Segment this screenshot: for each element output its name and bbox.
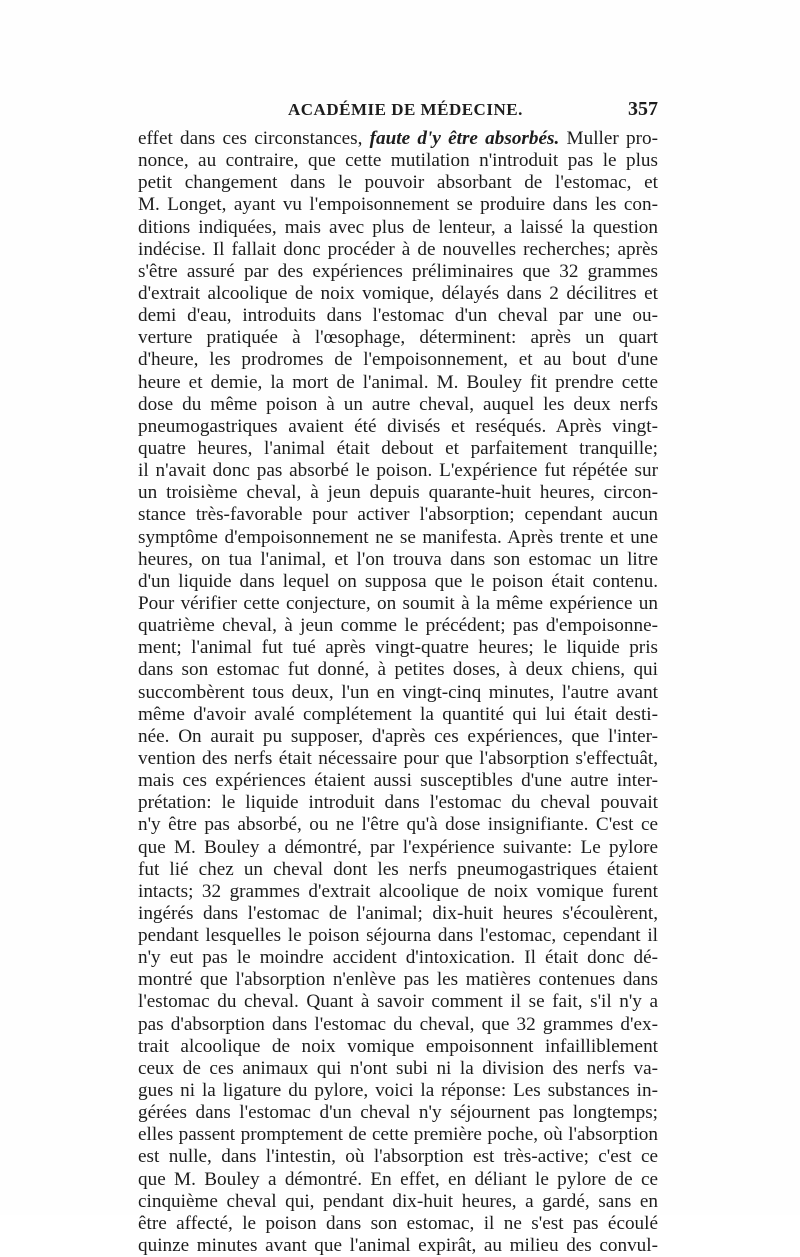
text-line — [138, 814, 658, 836]
text-line — [138, 305, 658, 327]
text-line — [138, 704, 658, 726]
text-line-segment: n'y eut pas le moindre accident d'intoxication. Il était donc dé- — [138, 947, 658, 969]
text-line-segment: demi d'eau, introduits dans l'estomac d'un cheval par une ou- — [138, 305, 658, 327]
text-line-segment: est nulle, dans l'intestin, où l'absorption est très-active; c'est ce — [138, 1146, 658, 1168]
text-line — [138, 969, 658, 991]
text-line-segment: née. On aurait pu supposer, d'après ces expériences, que l'inter- — [138, 725, 658, 747]
text-line-segment: prétation: le liquide introduit dans l'estomac du cheval pouvait — [138, 792, 658, 814]
text-line-segment: gues ni la ligature du pylore, voici la réponse: Les substances in- — [138, 1080, 658, 1102]
text-line — [138, 239, 658, 261]
text-line-segment: d'un liquide dans lequel on supposa que le poison était contenu. — [138, 570, 658, 592]
running-title: ACADÉMIE DE MÉDECINE. — [288, 100, 523, 119]
text-line-segment: vention des nerfs était nécessaire pour que l'absorption s'effectuât, — [138, 747, 658, 769]
text-line — [138, 991, 658, 1013]
text-line — [138, 261, 658, 283]
text-line — [138, 1014, 658, 1036]
text-line-segment: même d'avoir avalé complétement la quantité qui lui était desti- — [138, 703, 658, 725]
text-line-segment: n'y être pas absorbé, ou ne l'être qu'à dose insignifiante. C'est ce — [138, 814, 658, 836]
text-line — [138, 859, 658, 881]
text-line-segment: elles passent promptement de cette première poche, où l'absorption — [138, 1124, 658, 1146]
text-line-segment: fut lié chez un cheval dont les nerfs pneumogastriques étaient — [138, 858, 658, 880]
text-line-segment: quatre heures, l'animal était debout et parfaitement tranquille; — [138, 437, 658, 459]
text-line — [138, 1058, 658, 1080]
text-line — [138, 128, 658, 150]
text-line — [138, 416, 658, 438]
text-line — [138, 438, 658, 460]
running-head — [138, 96, 658, 126]
text-line — [138, 504, 658, 526]
text-line — [138, 1102, 658, 1124]
text-line-segment: quinze minutes avant que l'animal expirât, au milieu des convul- — [138, 1235, 658, 1257]
text-line-segment: petit changement dans le pouvoir absorbant de l'estomac, et — [138, 172, 658, 194]
text-line — [138, 327, 658, 349]
text-line-segment: dans son estomac fut donné, à petites doses, à deux chiens, qui — [138, 659, 658, 681]
text-line — [138, 349, 658, 371]
text-line — [138, 194, 658, 216]
text-line — [138, 527, 658, 549]
text-line — [138, 792, 658, 814]
text-line — [138, 571, 658, 593]
text-line — [138, 748, 658, 770]
text-line — [138, 903, 658, 925]
text-line-segment: d'heure, les prodromes de l'empoisonnement, et au bout d'une — [138, 349, 658, 371]
text-line-segment: pneumogastriques avaient été divisés et reséqués. Après vingt- — [138, 415, 658, 437]
text-line-segment: un troisième cheval, à jeun depuis quarante-huit heures, circon- — [138, 482, 658, 504]
text-line-segment: que M. Bouley a démontré. En effet, en déliant le pylore de ce — [138, 1168, 658, 1190]
text-line — [138, 1235, 658, 1257]
text-line-segment: d'extrait alcoolique de noix vomique, délayés dans 2 décilitres et — [138, 282, 658, 304]
text-line — [138, 947, 658, 969]
text-line — [138, 770, 658, 792]
text-line-segment: quatrième cheval, à jeun comme le précédent; pas d'empoisonne- — [138, 615, 658, 637]
text-line-segment: pas d'absorption dans l'estomac du cheval, que 32 grammes d'ex- — [138, 1013, 658, 1035]
text-line — [138, 659, 658, 681]
text-line-segment: pendant lesquelles le poison séjourna dans l'estomac, cependant il — [138, 925, 658, 947]
text-line — [138, 615, 658, 637]
text-line — [138, 549, 658, 571]
text-line — [138, 394, 658, 416]
text-line-segment: M. Longet, ayant vu l'empoisonnement se produire dans les con- — [138, 194, 658, 216]
text-line — [138, 217, 658, 239]
text-line-segment: heures, on tua l'animal, et l'on trouva dans son estomac un litre — [138, 548, 658, 570]
text-line — [138, 1191, 658, 1213]
text-line-segment: heure et demie, la mort de l'animal. M. Bouley fit prendre cette — [138, 371, 658, 393]
text-line-segment: ingérés dans l'estomac de l'animal; dix-huit heures s'écoulèrent, — [138, 902, 658, 924]
text-line-segment: nonce, au contraire, que cette mutilation n'introduit pas le plus — [138, 150, 658, 172]
text-line — [138, 881, 658, 903]
text-line — [138, 925, 658, 947]
text-line-segment: ceux de ces animaux qui n'ont subi ni la division des nerfs va- — [138, 1057, 658, 1079]
text-line-segment: gérées dans l'estomac d'un cheval n'y séjournent pas longtemps; — [138, 1102, 658, 1124]
text-line-segment: effet dans ces circonstances, — [138, 128, 370, 149]
text-line — [138, 283, 658, 305]
text-line-segment: intacts; 32 grammes d'extrait alcoolique de noix vomique furent — [138, 880, 658, 902]
text-line-segment: stance très-favorable pour activer l'absorption; cependant aucun — [138, 504, 658, 526]
text-line — [138, 1146, 658, 1168]
text-line — [138, 682, 658, 704]
text-line-segment: montré que l'absorption n'enlève pas les matières contenues dans — [138, 969, 658, 991]
text-line — [138, 837, 658, 859]
text-line — [138, 1080, 658, 1102]
text-line-segment: ment; l'animal fut tué après vingt-quatre heures; le liquide pris — [138, 637, 658, 659]
text-line-segment: Muller pro- — [559, 128, 658, 149]
text-line — [138, 593, 658, 615]
text-line-segment: ditions indiquées, mais avec plus de lenteur, a laissé la question — [138, 216, 658, 238]
text-line — [138, 637, 658, 659]
text-line-segment: indécise. Il fallait donc procéder à de nouvelles recherches; après — [138, 238, 658, 260]
text-line — [138, 460, 658, 482]
text-line — [138, 150, 658, 172]
text-line — [138, 172, 658, 194]
body-text — [138, 128, 658, 1257]
text-line — [138, 726, 658, 748]
text-line — [138, 1124, 658, 1146]
text-line-segment: succombèrent tous deux, l'un en vingt-cinq minutes, l'autre avant — [138, 681, 658, 703]
text-line-segment: mais ces expériences étaient aussi susceptibles d'une autre inter- — [138, 770, 658, 792]
text-line — [138, 1169, 658, 1191]
page-number: 357 — [628, 98, 658, 120]
text-line-segment: l'estomac du cheval. Quant à savoir comment il se fait, s'il n'y a — [138, 991, 658, 1013]
text-line-segment: que M. Bouley a démontré, par l'expérience suivante: Le pylore — [138, 836, 658, 858]
text-line-segment: trait alcoolique de noix vomique empoisonnent infailliblement — [138, 1035, 658, 1057]
text-line — [138, 1213, 658, 1235]
text-line-segment: symptôme d'empoisonnement ne se manifesta. Après trente et une — [138, 526, 658, 548]
emphasized-phrase: faute d'y être absorbés. — [369, 128, 560, 149]
text-line-segment: dose du même poison à un autre cheval, auquel les deux nerfs — [138, 393, 658, 415]
text-line-segment: être affecté, le poison dans son estomac, il ne s'est pas écoulé — [138, 1212, 658, 1234]
text-line — [138, 372, 658, 394]
text-line-segment: verture pratiquée à l'œsophage, déterminent: après un quart — [138, 327, 658, 349]
text-line-segment: il n'avait donc pas absorbé le poison. L'expérience fut répétée sur — [138, 460, 658, 482]
text-line-segment: Pour vérifier cette conjecture, on soumit à la même expérience un — [138, 592, 658, 614]
text-line — [138, 1036, 658, 1058]
text-line — [138, 482, 658, 504]
text-line-segment: cinquième cheval qui, pendant dix-huit heures, a gardé, sans en — [138, 1190, 658, 1212]
text-line-segment: s'être assuré par des expériences préliminaires que 32 grammes — [138, 260, 658, 282]
